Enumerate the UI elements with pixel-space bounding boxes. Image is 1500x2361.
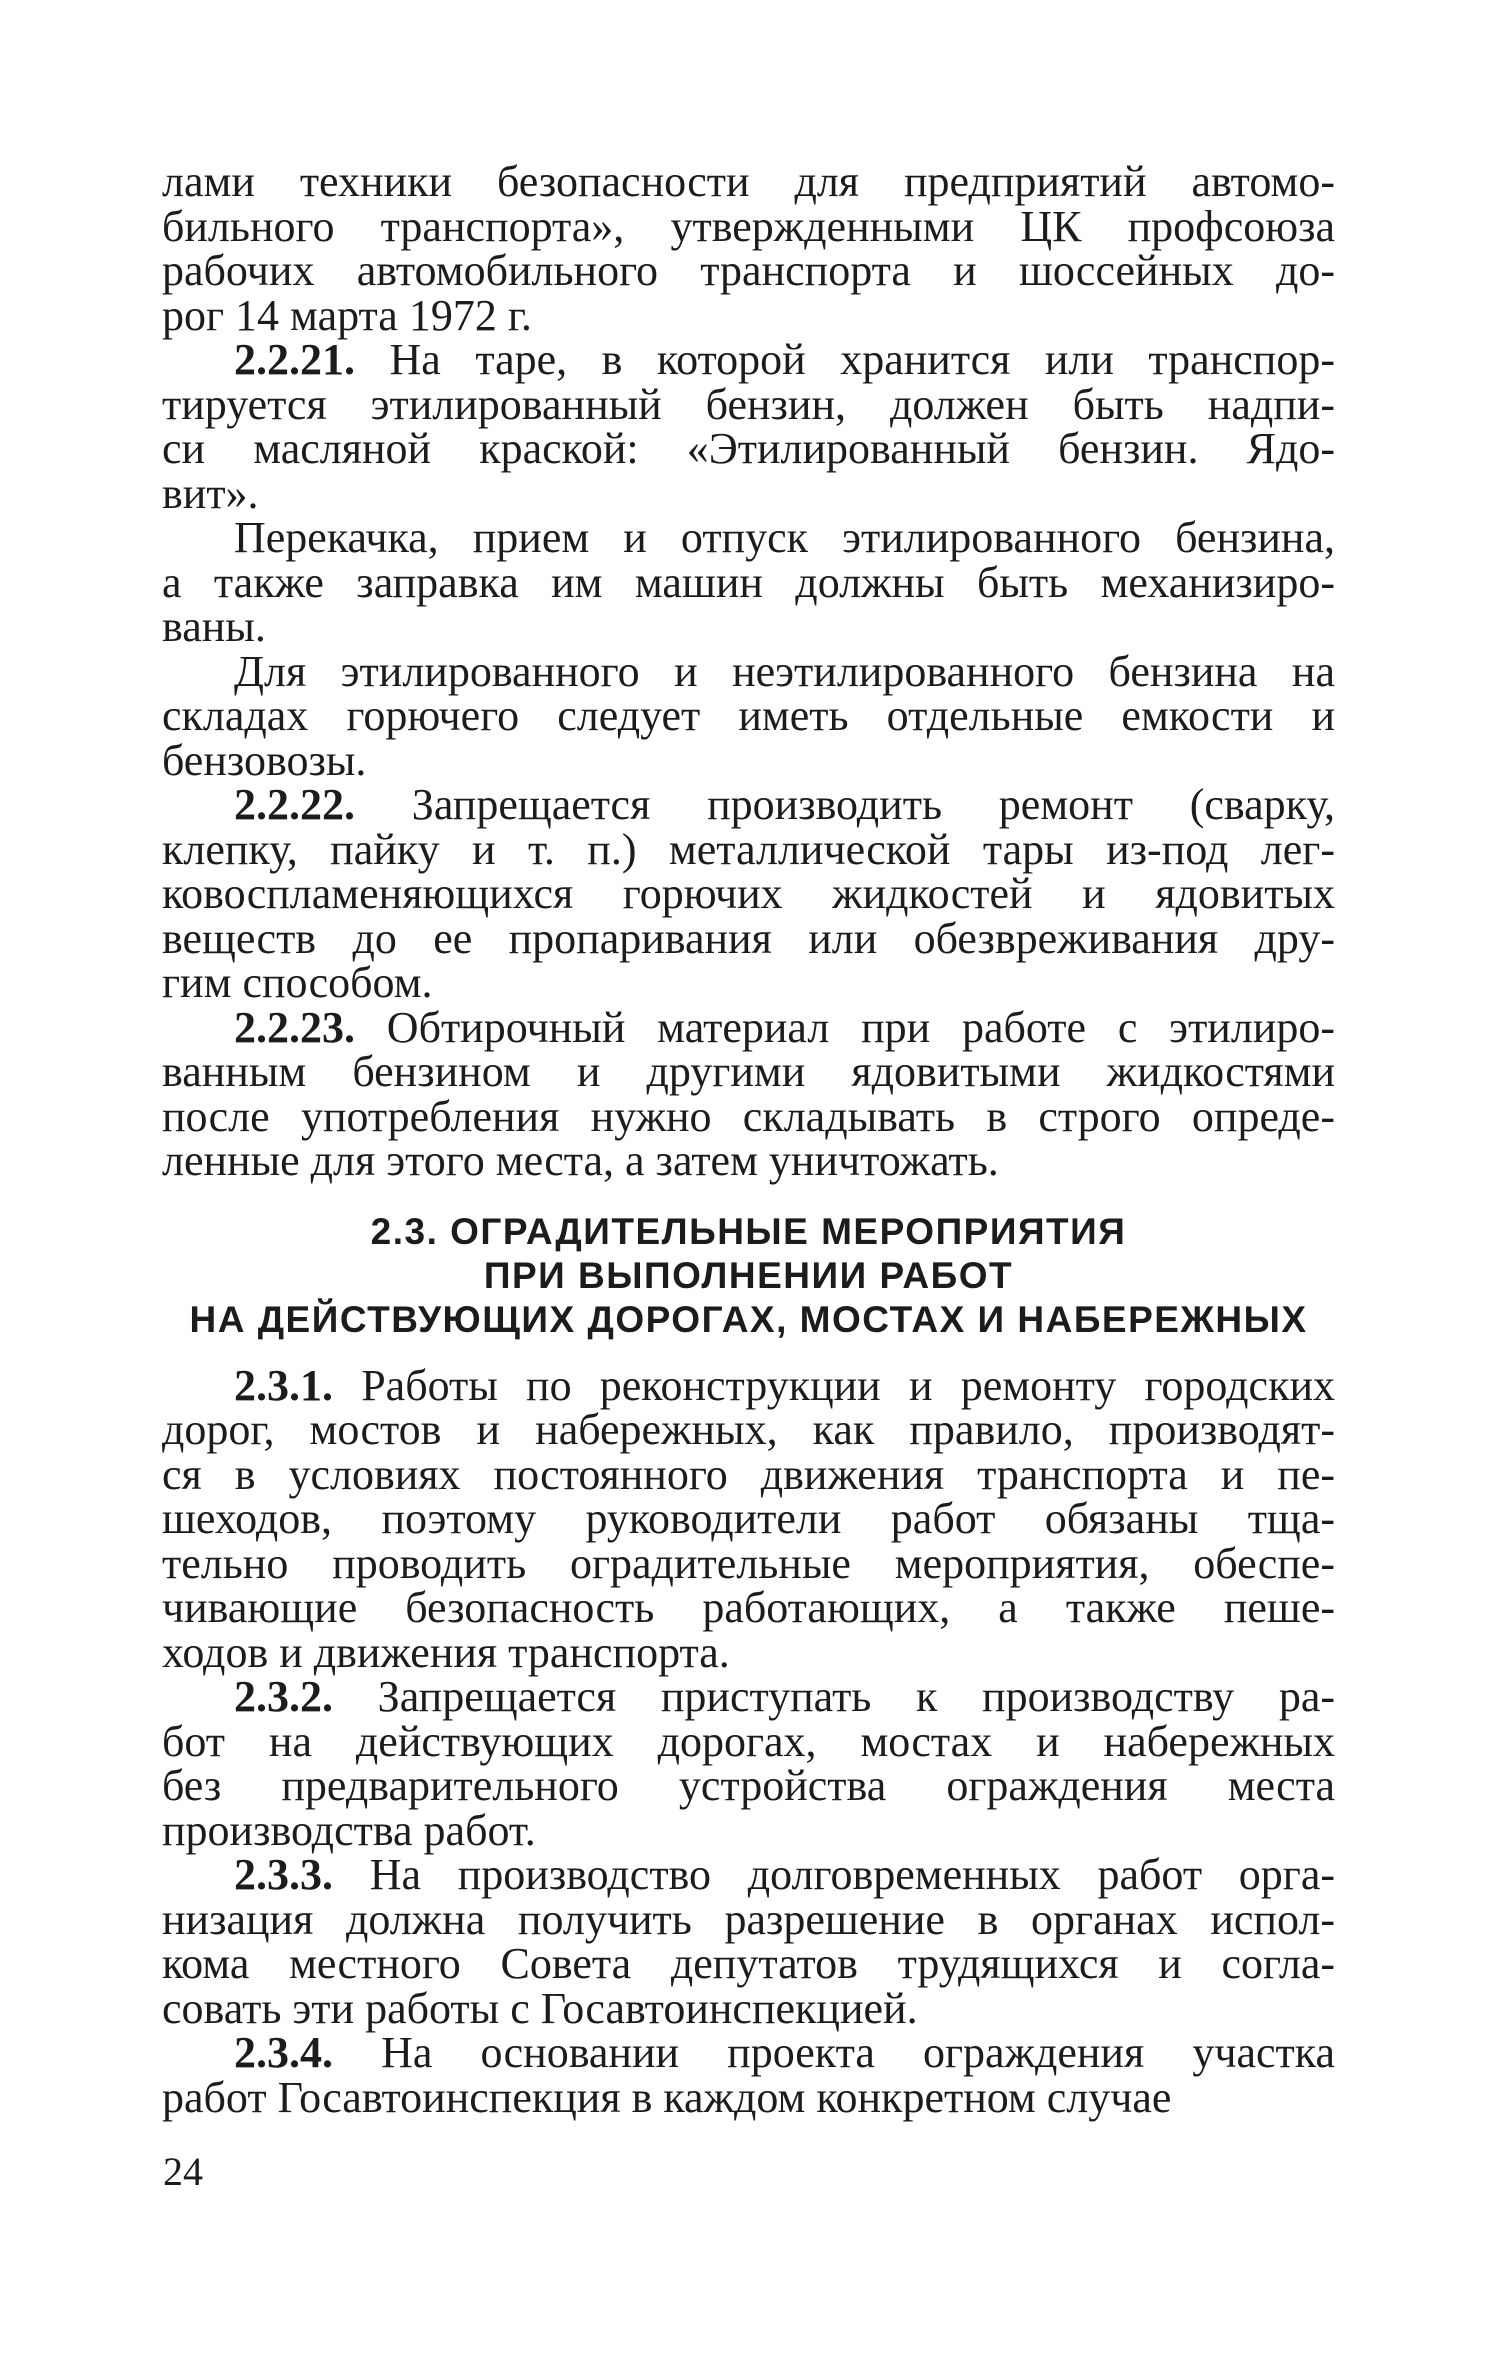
text-line (162, 1360, 1335, 1410)
text-line: работ Госавтоинспекция в каждом конкретном случае (162, 2072, 1172, 2122)
text-line: чивающие безопасность работающих, а также пеше- (162, 1583, 1335, 1632)
paragraph (162, 646, 1335, 785)
text-line (162, 780, 1335, 829)
clause-text: На производство долговременных работ орга- (333, 1850, 1335, 1899)
text-line: низация должна получить разрешение в органах испол- (162, 1894, 1335, 1944)
body-text (162, 157, 1335, 2122)
text-line: ся в условиях постоянного движения транспорта и пе- (162, 1449, 1335, 1499)
text-line: совать эти работы с Госавтоинспекцией. (162, 1983, 918, 2033)
clause-text: Запрещается производить ремонт (сварку, (355, 780, 1335, 829)
text-line: бензовозы. (162, 735, 367, 785)
clause-number: 2.2.22. (234, 780, 355, 829)
paragraph (162, 157, 1335, 340)
text-line (162, 1672, 1335, 1721)
paragraph (162, 2028, 1335, 2122)
text-line (162, 1850, 1335, 1899)
text-line (162, 2028, 1335, 2077)
text-line: бот на действующих дорогах, мостах и набережных (162, 1716, 1335, 1766)
clause-text: Запрещается приступать к производству ра- (333, 1672, 1335, 1721)
text-line: дорог, мостов и набережных, как правило, производят- (162, 1405, 1335, 1454)
clause-number: 2.3.2. (234, 1672, 333, 1721)
text-line: ванным бензином и другими ядовитыми жидкостями (162, 1047, 1335, 1096)
section-heading-line: 2.3. ОГРАДИТЕЛЬНЫЕ МЕРОПРИЯТИЯ (370, 1210, 1127, 1252)
text-line: после употребления нужно складывать в строго опреде- (162, 1091, 1335, 1141)
paragraph (162, 513, 1335, 651)
text-line: рог 14 марта 1972 г. (162, 290, 532, 340)
clause-number: 2.3.4. (234, 2028, 333, 2077)
section-heading-line: НА ДЕЙСТВУЮЩИХ ДОРОГАХ, МОСТАХ И НАБЕРЕЖНЫХ (189, 1298, 1308, 1340)
paragraph (162, 1002, 1335, 1185)
text-line: кома местного Совета депутатов трудящихся и согла- (162, 1939, 1335, 1988)
clause-text: На таре, в которой хранится или транспор- (355, 335, 1335, 384)
text-line: бильного транспорта», утвержденными ЦК профсоюза (162, 201, 1335, 251)
text-line: производства работ. (162, 1805, 536, 1855)
clause-text: На основании проекта ограждения участка (333, 2028, 1335, 2077)
text-line: рабочих автомобильного транспорта и шоссейных до- (162, 246, 1335, 295)
text-line: клепку, пайку и т. п.) металлической тары из-под лег- (162, 824, 1335, 874)
text-line: а также заправка им машин должны быть механизиро- (162, 557, 1335, 607)
text-line: ленные для этого места, а затем уничтожать. (162, 1136, 999, 1185)
text-line: шеходов, поэтому руководители работ обязаны тща- (162, 1494, 1335, 1543)
clause-number: 2.2.21. (234, 335, 355, 384)
text-line: вит». (162, 468, 259, 518)
text-line: ваны. (162, 602, 266, 651)
clause-number: 2.3.1. (234, 1360, 333, 1410)
text-line (162, 1002, 1335, 1052)
clause-text: Обтирочный материал при работе с этилиро- (355, 1002, 1335, 1052)
text-line: Для этилированного и неэтилированного бензина на (234, 646, 1335, 696)
text-line: си масляной краской: «Этилированный бензин. Ядо- (162, 424, 1335, 473)
clause-number: 2.3.3. (234, 1850, 333, 1899)
section-heading (162, 1210, 1335, 1342)
text-line: веществ до ее пропаривания или обезвреживания дру- (162, 913, 1335, 963)
text-line: ходов и движения транспорта. (162, 1627, 730, 1677)
text-line: Перекачка, прием и отпуск этилированного бензина, (234, 513, 1335, 562)
text-line: гим способом. (162, 958, 433, 1007)
text-line: без предварительного устройства ограждения места (162, 1761, 1335, 1810)
clause-text: Работы по реконструкции и ремонту городских (333, 1360, 1335, 1410)
paragraph (162, 1360, 1335, 1677)
page-number: 24 (163, 2149, 203, 2194)
paragraph (162, 780, 1335, 1007)
text-line: лами техники безопасности для предприятий автомо- (162, 157, 1335, 206)
paragraph (162, 335, 1335, 518)
paragraph (162, 1672, 1335, 1855)
paragraph (162, 1850, 1335, 2033)
text-line: тируется этилированный бензин, должен быть надпи- (162, 379, 1335, 429)
text-line: ковоспламеняющихся горючих жидкостей и ядовитых (162, 869, 1335, 918)
clause-number: 2.2.23. (234, 1002, 355, 1052)
text-line: складах горючего следует иметь отдельные емкости и (162, 691, 1335, 740)
text-line: тельно проводить оградительные мероприятия, обеспе- (162, 1538, 1335, 1588)
section-heading-line: ПРИ ВЫПОЛНЕНИИ РАБОТ (483, 1254, 1014, 1296)
text-line (162, 335, 1335, 384)
